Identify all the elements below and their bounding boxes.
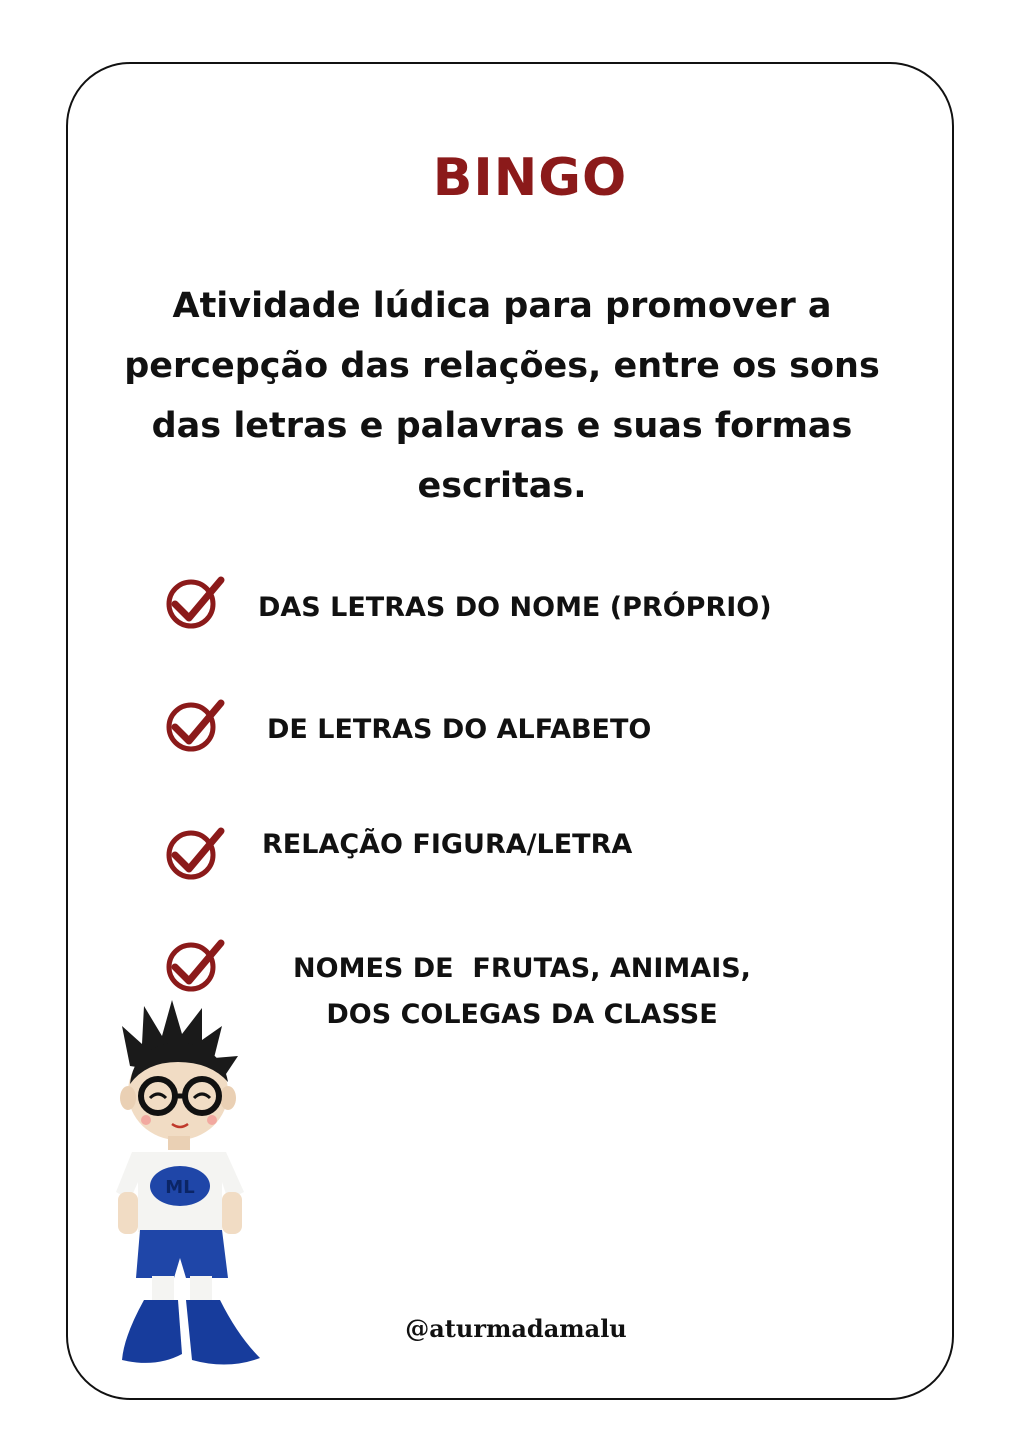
check-circle-icon — [165, 574, 225, 630]
list-item-letters-of-name: DAS LETRAS DO NOME (PRÓPRIO) — [258, 592, 772, 623]
page-title: BINGO — [432, 148, 628, 208]
list-item-names — [242, 946, 802, 1038]
doll-badge-text: ML — [165, 1177, 195, 1198]
social-handle: @aturmadamalu — [405, 1314, 627, 1343]
check-circle-icon — [165, 697, 225, 753]
list-item-alphabet-letters: DE LETRAS DO ALFABETO — [267, 714, 652, 745]
list-item-names-line2: DOS COLEGAS DA CLASSE — [326, 999, 718, 1030]
check-circle-icon — [165, 825, 225, 881]
list-item-names-line1: NOMES DE FRUTAS, ANIMAIS, — [293, 953, 751, 984]
intro-paragraph: Atividade lúdica para promover a percepção das relações, entre os sons das letras e palavras e suas formas escritas. — [124, 286, 880, 506]
check-circle-icon — [165, 937, 225, 993]
list-item-figure-letter: RELAÇÃO FIGURA/LETRA — [262, 829, 633, 860]
